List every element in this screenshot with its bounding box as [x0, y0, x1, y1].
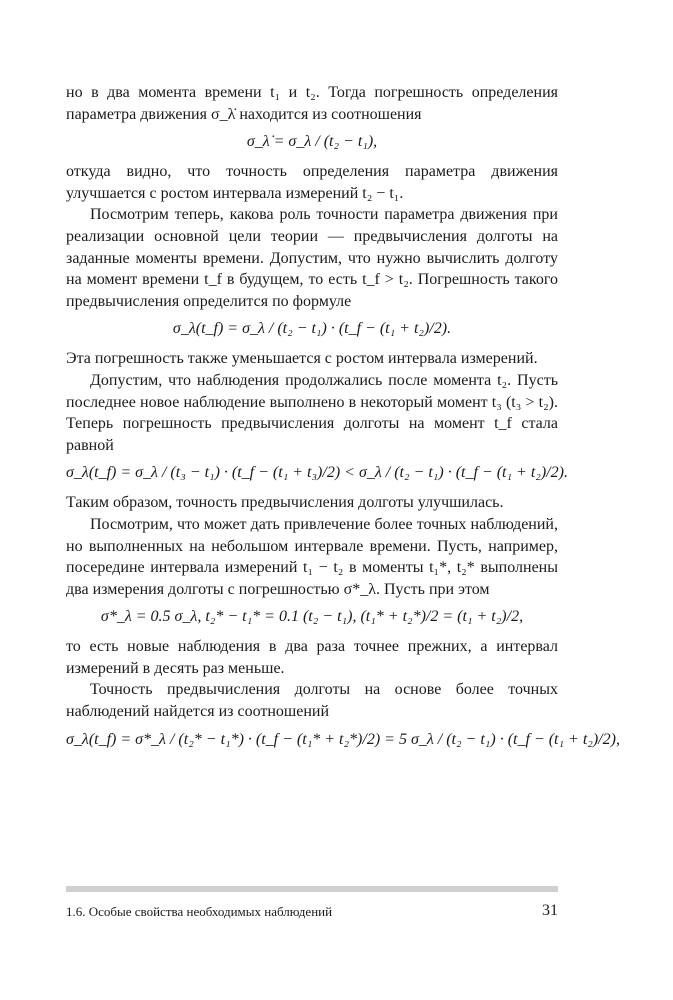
- paragraph: Точность предвычисления долготы на основе более точных наблюдений найдется из соотношений: [66, 681, 558, 721]
- paragraph: Посмотрим, что может дать привлечение более точных наблюдений, но выполненных на небольшом интервале времени. Пусть, например, посередине интервала измерений t₁ − t₂ в моменты t₁*, t₂* выполнены два измерения долготы с погрешностью σ*_λ. Пусть при этом: [66, 515, 558, 598]
- equation: σ_λ̇ = σ_λ / (t₂ − t₁),: [246, 133, 378, 151]
- page-number: 31: [542, 902, 558, 919]
- paragraph: но в два момента времени t₁ и t₂. Тогда погрешность определения параметра движения σ_λ̇ находится из соотношения: [66, 84, 558, 123]
- equation: σ*_λ = 0.5 σ_λ, t₂* − t₁* = 0.1 (t₂ − t₁), (t₁* + t₂*)/2 = (t₁ + t₂)/2,: [100, 608, 524, 626]
- paragraph: то есть новые наблюдения в два раза точнее прежних, а интервал измерений в десять раз меньше.: [66, 638, 558, 677]
- running-section-title: 1.6. Особые свойства необходимых наблюдений: [66, 904, 333, 919]
- page-body: [66, 82, 620, 759]
- paragraph: Эта погрешность также уменьшается с ростом интервала измерений.: [66, 350, 538, 368]
- paragraph: откуда видно, что точность определения параметра движения улучшается с ростом интервала измерений t₂ − t₁.: [66, 163, 558, 202]
- equation: σ_λ(t_f) = σ_λ / (t₂ − t₁) · (t_f − (t₁ + t₂)/2).: [172, 320, 452, 338]
- equation: σ_λ(t_f) = σ_λ / (t₃ − t₁) · (t_f − (t₁ + t₃)/2) < σ_λ / (t₂ − t₁) · (t_f − (t₁ + t₂)/2).: [66, 464, 568, 482]
- paragraph: Допустим, что наблюдения продолжались после момента t₂. Пусть последнее новое наблюдение выполнено в некоторый момент t₃ (t₃ > t₂). Теперь погрешность предвычисления долготы на момент t_f стала равной: [66, 371, 558, 454]
- paragraph: Посмотрим теперь, какова роль точности параметра движения при реализации основной цели теории — предвычисления долготы на заданные моменты времени. Допустим, что нужно вычислить долготу на момент времени t_f в будущем, то есть t_f > t₂. Погрешность такого предвычисления определится по формуле: [66, 206, 558, 310]
- footer-rule: [66, 886, 558, 892]
- paragraph: Таким образом, точность предвычисления долготы улучшилась.: [66, 494, 504, 512]
- equation: σ_λ(t_f) = σ*_λ / (t₂* − t₁*) · (t_f − (t₁* + t₂*)/2) = 5 σ_λ / (t₂ − t₁) · (t_f − (t₁ + t₂)/2),: [66, 730, 620, 748]
